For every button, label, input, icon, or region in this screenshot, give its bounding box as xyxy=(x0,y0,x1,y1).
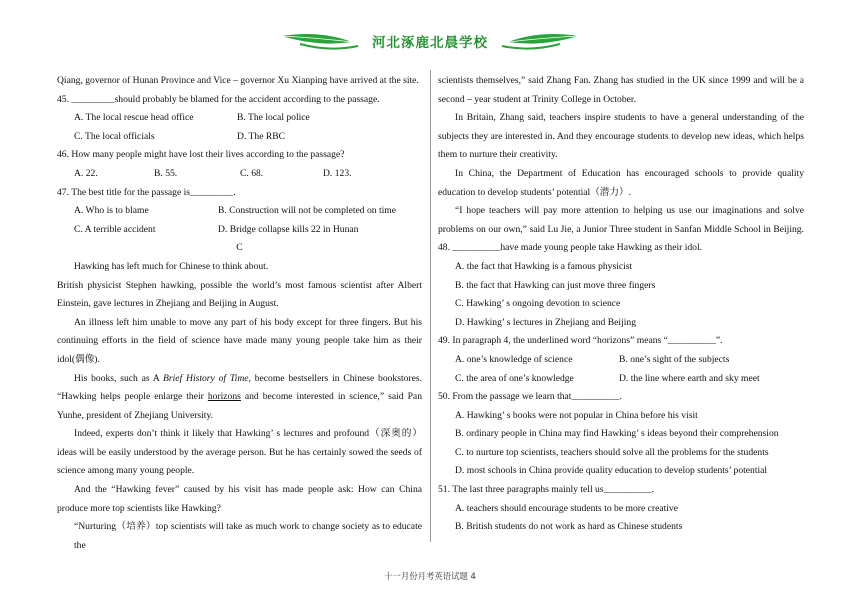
passage-line: Indeed, experts don’t think it likely that Hawking’ s lectures and profound（深奥的） xyxy=(74,428,422,440)
passage-line: In China, the Department of Education has encouraged schools to provide quality xyxy=(455,167,804,179)
left-column xyxy=(57,72,422,551)
question-47-options xyxy=(57,221,422,240)
passage-line: second – year student at Trinity College in October. xyxy=(438,93,636,105)
question-51: 51. The last three paragraphs mainly tell us__________. xyxy=(438,484,654,496)
question-49: 49. In paragraph 4, the underlined word “horizons” means “__________”. xyxy=(438,335,723,347)
passage-line: continuing efforts in the field of science have made many young people take him as their xyxy=(57,335,422,347)
option-c: C. Hawking’ s ongoing devotion to science xyxy=(455,298,621,310)
option-a: A. Who is to blame xyxy=(74,205,149,217)
passage-line: His books, such as A Brief History of Time, become bestsellers in Chinese bookstores. xyxy=(74,372,422,384)
passage-line: Hawking has left much for Chinese to think about. xyxy=(74,260,269,272)
option-c: C. the area of one’s knowledge xyxy=(455,372,574,384)
passage-line: education to develop students’ potential（潜力）. xyxy=(438,186,631,198)
option-c: C. 68. xyxy=(240,167,264,179)
option-d: D. the line where earth and sky meet xyxy=(619,372,760,384)
passage-line: And the “Hawking fever” caused by his visit has made people ask: How can China xyxy=(74,484,422,496)
option-b: B. the fact that Hawking can just move three fingers xyxy=(455,279,656,291)
question-50: 50. From the passage we learn that__________. xyxy=(438,391,622,403)
passage-line: Einstein, gave lectures in Zhejiang and Beijing in August. xyxy=(57,298,279,310)
passage-line: produce more top scientists like Hawking? xyxy=(57,502,221,514)
passage-line: subjects they are interested in. And they encourage students to develop new ideas, which helps xyxy=(438,130,804,142)
right-column xyxy=(438,72,804,537)
option-a: A. The local rescue head office xyxy=(74,112,194,124)
question-45: 45. _________should probably be blamed for the accident according to the passage. xyxy=(57,93,380,105)
option-d: D. Hawking’ s lectures in Zhejiang and Beijing xyxy=(455,316,636,328)
option-c: C. to nurture top scientists, teachers should solve all the problems for the students xyxy=(455,446,769,458)
question-49-options xyxy=(438,351,804,370)
question-47-options xyxy=(57,202,422,221)
option-d: D. 123. xyxy=(323,167,352,179)
passage-line: British physicist Stephen hawking, possible the world’s most famous scientist after Albert xyxy=(57,279,422,291)
section-heading: C xyxy=(236,242,243,254)
option-b: B. 55. xyxy=(154,167,178,179)
passage-line: them to nurture their creativity. xyxy=(438,149,558,161)
question-49-options xyxy=(438,370,804,389)
option-c: C. A terrible accident xyxy=(74,223,156,235)
question-45-options xyxy=(57,128,422,147)
option-a: A. one’s knowledge of science xyxy=(455,353,573,365)
passage-line: “Nurturing（培养）top scientists will take as much work to change society as to educate the xyxy=(74,521,422,551)
question-46-options xyxy=(57,165,422,184)
passage-line: In Britain, Zhang said, teachers inspire students to have a general understanding of the xyxy=(455,112,804,124)
option-a: A. teachers should encourage students to be more creative xyxy=(455,502,678,514)
option-a: A. Hawking’ s books were not popular in China before his visit xyxy=(455,409,698,421)
school-name: 河北涿鹿北晨学校 xyxy=(372,35,488,51)
option-a: A. 22. xyxy=(74,167,98,179)
passage-line: Qiang, governor of Hunan Province and Vice – governor Xu Xianping have arrived at the site. xyxy=(57,75,419,86)
option-a: A. the fact that Hawking is a famous physicist xyxy=(455,260,633,272)
question-48: 48. __________have made young people take Hawking as their idol. xyxy=(438,242,703,254)
book-title: Brief History of Time xyxy=(163,372,249,384)
option-b: B. one’s sight of the subjects xyxy=(619,353,730,365)
underlined-word: horizons xyxy=(207,391,241,403)
option-d: D. The RBC xyxy=(237,130,286,142)
passage-line: scientists themselves,” said Zhang Fan. Zhang has studied in the UK since 1999 and will be a xyxy=(438,75,804,86)
passage-line: “I hope teachers will pay more attention to helping us use our imaginations and solve xyxy=(455,205,804,217)
passage-line: idol(偶像). xyxy=(57,353,100,365)
question-47: 47. The best title for the passage is_________. xyxy=(57,186,236,198)
passage-line: Yunhe, president of Zhejiang University. xyxy=(57,409,214,421)
page-header xyxy=(0,0,860,66)
option-d: D. Bridge collapse kills 22 in Hunan xyxy=(218,223,359,235)
option-d: D. most schools in China provide quality education to develop students’ potential xyxy=(455,465,768,477)
option-b: B. Construction will not be completed on time xyxy=(218,205,396,217)
option-c: C. The local officials xyxy=(74,130,155,142)
passage-line: science among many young people. xyxy=(57,465,195,477)
page-footer: 十一月份月考英语试题 4 xyxy=(384,571,476,581)
column-divider xyxy=(430,70,431,542)
question-45-options xyxy=(57,109,422,128)
passage-line: problems on our own,” said Lu Jie, a Junior Three student in Sanfan Middle School in Beijing. xyxy=(438,223,804,235)
question-46: 46. How many people might have lost their lives according to the passage? xyxy=(57,149,345,161)
passage-line: An illness left him unable to move any part of his body except for three fingers. But his xyxy=(74,316,422,328)
option-b: B. ordinary people in China may find Hawking’ s ideas beyond their comprehension xyxy=(455,428,779,440)
passage-line: ideas will be easily understood by the average person. But he has certainly sowed the seeds of xyxy=(57,446,422,458)
option-b: B. The local police xyxy=(237,112,310,124)
passage-line: “Hawking helps people enlarge their horizons and become interested in science,” said Pan xyxy=(57,391,422,403)
option-b: B. British students do not work as hard as Chinese students xyxy=(455,521,683,533)
